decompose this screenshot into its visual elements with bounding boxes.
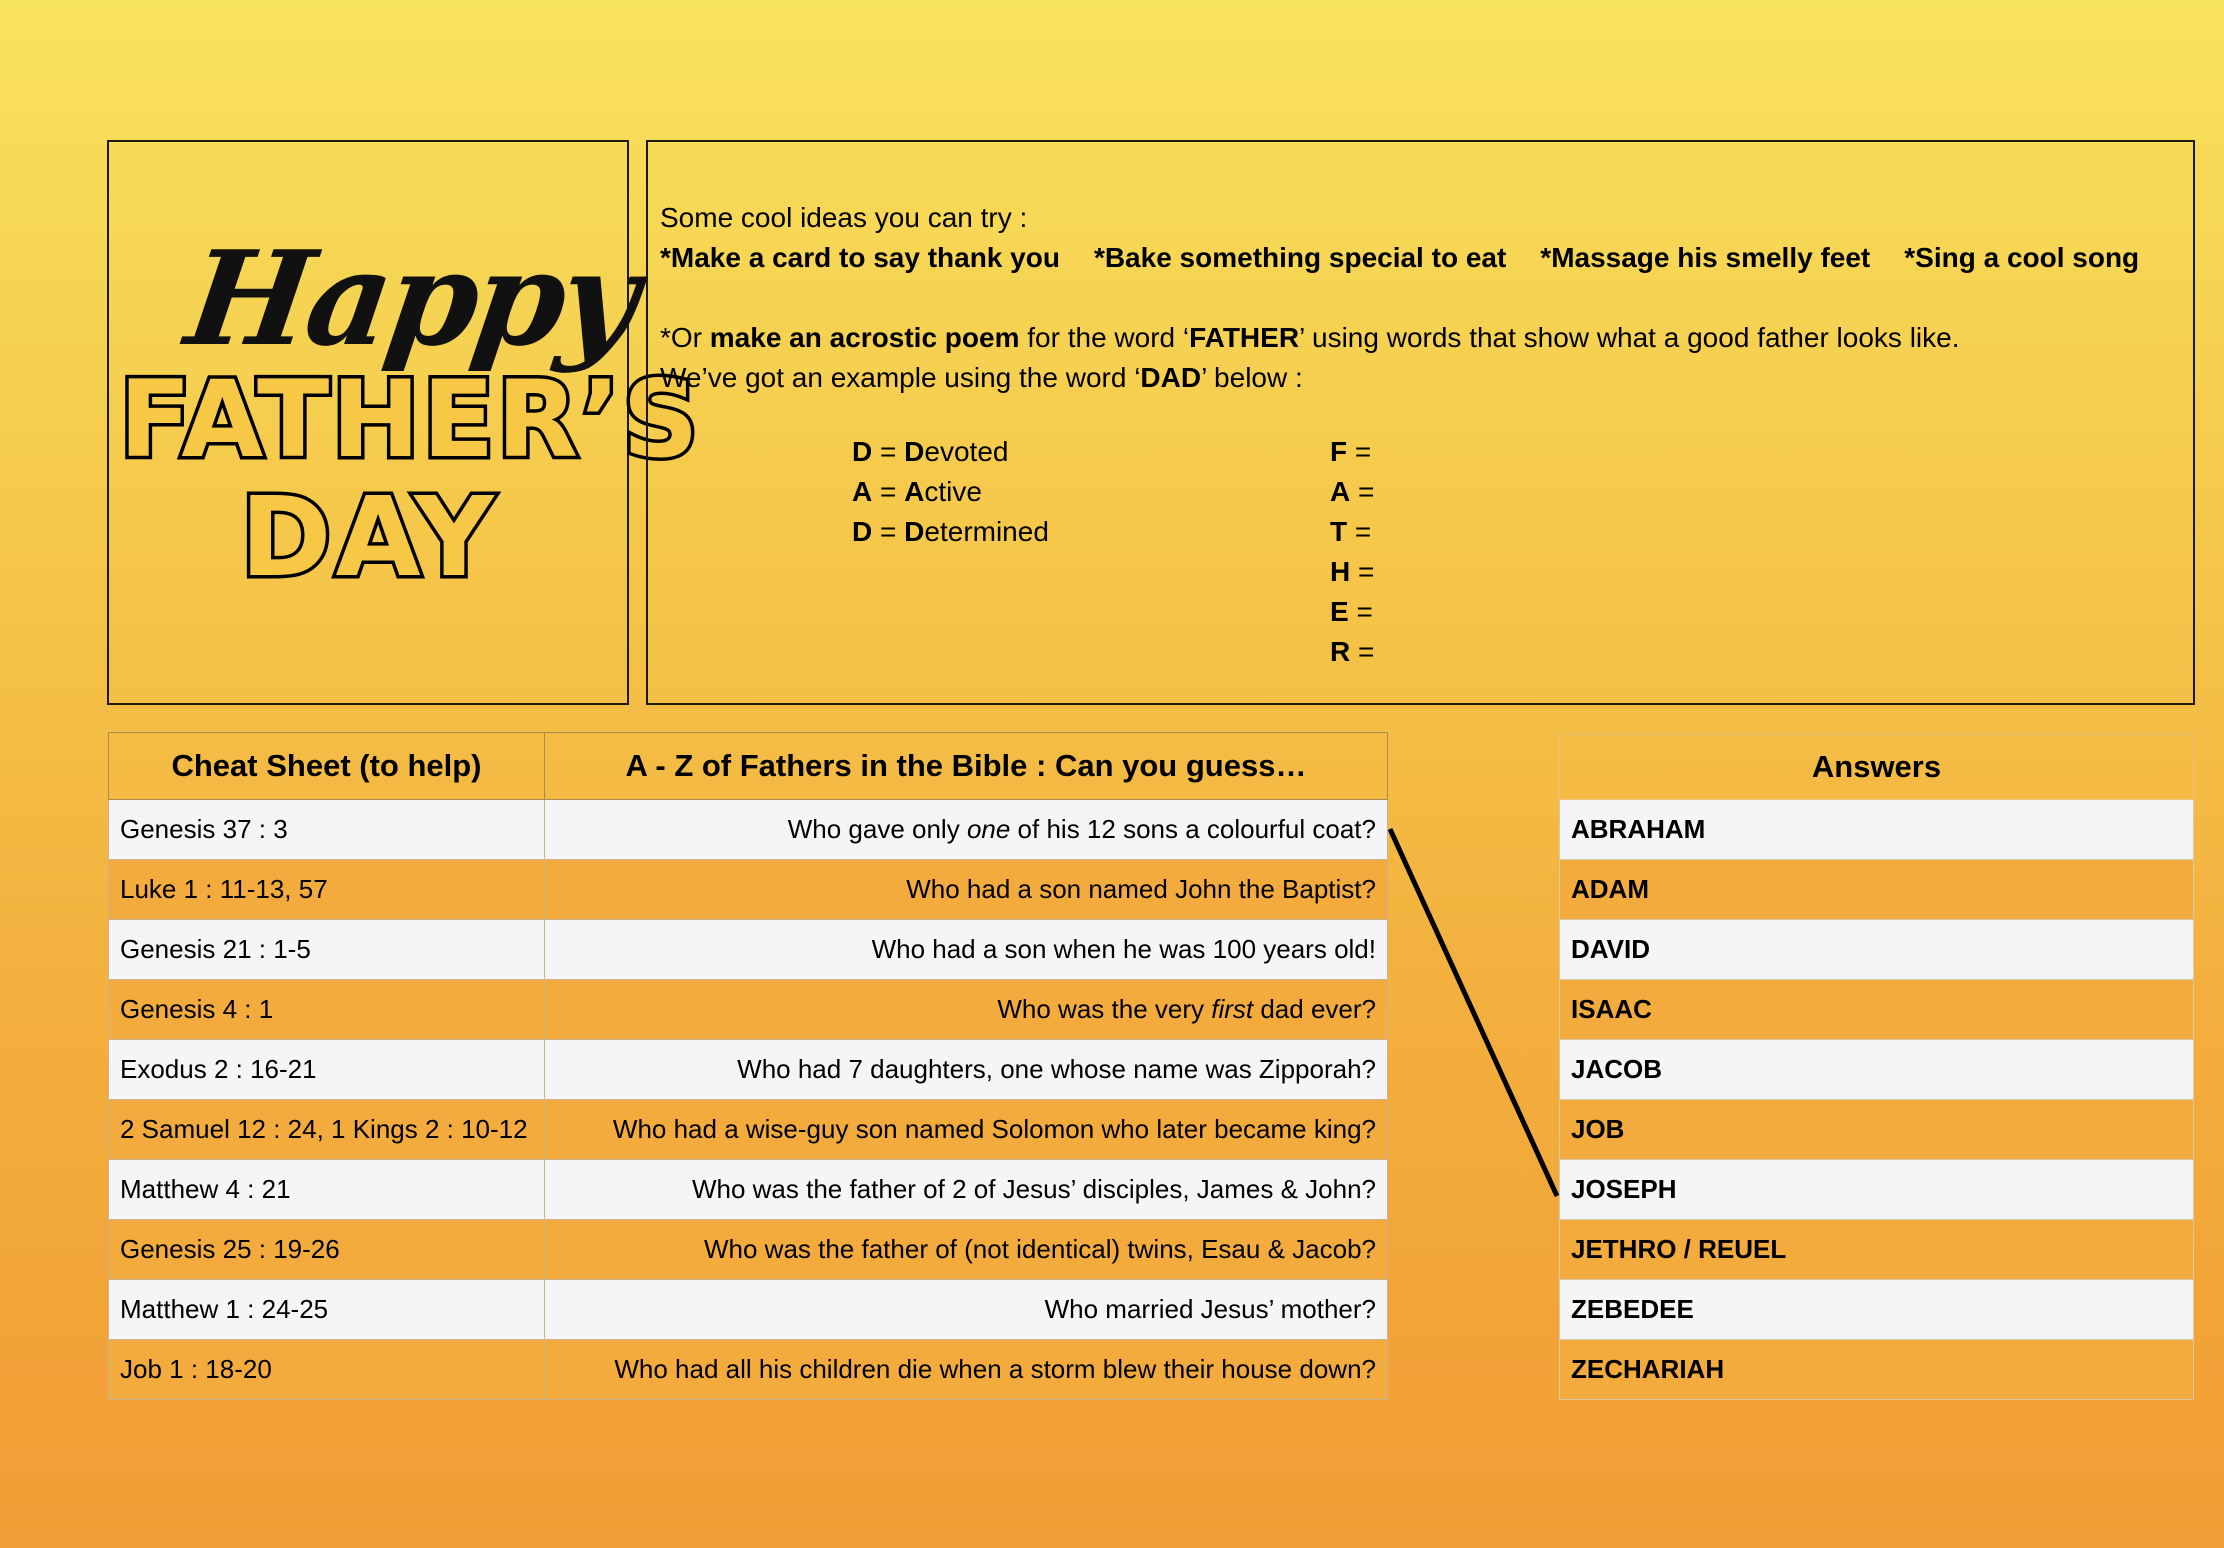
acrostic-line: H =: [1330, 556, 1375, 587]
answer-row: [1560, 860, 2194, 920]
acrostic-line: R =: [1330, 636, 1375, 667]
answer-cell[interactable]: ADAM: [1560, 860, 2194, 920]
answer-cell[interactable]: ISAAC: [1560, 980, 2194, 1040]
question-cell: Who was the very first dad ever?: [545, 980, 1388, 1040]
question-cell: Who had a son named John the Baptist?: [545, 860, 1388, 920]
answer-connector-line: [1390, 829, 1557, 1196]
answer-cell[interactable]: DAVID: [1560, 920, 2194, 980]
table-row: [109, 1340, 1388, 1400]
ref-cell: Genesis 4 : 1: [109, 980, 545, 1040]
answer-row: [1560, 1340, 2194, 1400]
question-cell: Who had 7 daughters, one whose name was Zipporah?: [545, 1040, 1388, 1100]
acrostic-father: [1330, 432, 1374, 672]
acrostic-line: D = Determined: [852, 516, 1049, 547]
answer-row: [1560, 1280, 2194, 1340]
answers-header-row: [1560, 735, 2194, 800]
answer-cell[interactable]: JOB: [1560, 1100, 2194, 1160]
header-questions: A - Z of Fathers in the Bible : Can you guess…: [545, 733, 1388, 800]
answer-cell[interactable]: JETHRO / REUEL: [1560, 1220, 2194, 1280]
question-cell: Who was the father of (not identical) twins, Esau & Jacob?: [545, 1220, 1388, 1280]
answer-row: [1560, 1160, 2194, 1220]
idea-item: *Massage his smelly feet: [1540, 242, 1871, 273]
idea-item: *Make a card to say thank you: [660, 242, 1060, 273]
table-row: [109, 1220, 1388, 1280]
ref-cell: Genesis 37 : 3: [109, 800, 545, 860]
ref-cell: Matthew 4 : 21: [109, 1160, 545, 1220]
ideas-list: [660, 238, 2139, 278]
table-row: [109, 1100, 1388, 1160]
answer-row: [1560, 1220, 2194, 1280]
bible-fathers-table: [108, 732, 1388, 1400]
answer-row: [1560, 920, 2194, 980]
table-row: [109, 1160, 1388, 1220]
question-cell: Who married Jesus’ mother?: [545, 1280, 1388, 1340]
answers-table: [1559, 734, 2194, 1400]
answer-cell[interactable]: ZECHARIAH: [1560, 1340, 2194, 1400]
answer-cell[interactable]: ABRAHAM: [1560, 800, 2194, 860]
table-row: [109, 920, 1388, 980]
ref-cell: Job 1 : 18-20: [109, 1340, 545, 1400]
acrostic-instruction: *Or make an acrostic poem for the word ‘FATHER’ using words that show what a good father looks like.: [660, 322, 1960, 353]
idea-item: *Bake something special to eat: [1093, 242, 1507, 273]
title-box: [107, 140, 701, 705]
idea-item: *Sing a cool song: [1904, 242, 2140, 273]
ideas-text: [660, 198, 2139, 398]
question-cell: Who had a wise-guy son named Solomon who later became king?: [545, 1100, 1388, 1160]
header-cheat-sheet: Cheat Sheet (to help): [109, 733, 545, 800]
table-row: [109, 860, 1388, 920]
table-row: [109, 800, 1388, 860]
answer-row: [1560, 1040, 2194, 1100]
answer-cell[interactable]: JOSEPH: [1560, 1160, 2194, 1220]
question-cell: Who had a son when he was 100 years old!: [545, 920, 1388, 980]
title-happy: Happy: [178, 222, 645, 375]
table-row: [109, 1280, 1388, 1340]
answers-header: Answers: [1560, 735, 2194, 800]
ref-cell: Exodus 2 : 16-21: [109, 1040, 545, 1100]
acrostic-line: F =: [1330, 436, 1372, 467]
title-fathers: FATHER’S: [119, 358, 701, 481]
answer-row: [1560, 1100, 2194, 1160]
acrostic-line: A = Active: [852, 476, 982, 507]
acrostic-dad: [852, 432, 1049, 552]
title-day: DAY: [240, 473, 498, 601]
ideas-intro: Some cool ideas you can try :: [660, 202, 1028, 233]
acrostic-line: A =: [1330, 476, 1375, 507]
acrostic-line: T =: [1330, 516, 1372, 547]
answer-cell[interactable]: JACOB: [1560, 1040, 2194, 1100]
ideas-box: [646, 140, 2195, 705]
question-cell: Who gave only one of his 12 sons a colourful coat?: [545, 800, 1388, 860]
acrostic-line: E =: [1330, 596, 1373, 627]
question-cell: Who had all his children die when a storm blew their house down?: [545, 1340, 1388, 1400]
acrostic-example-note: We’ve got an example using the word ‘DAD’ below :: [660, 362, 1303, 393]
table-row: [109, 1040, 1388, 1100]
answer-row: [1560, 800, 2194, 860]
ref-cell: Luke 1 : 11-13, 57: [109, 860, 545, 920]
answer-row: [1560, 980, 2194, 1040]
ref-cell: Genesis 25 : 19-26: [109, 1220, 545, 1280]
question-cell: Who was the father of 2 of Jesus’ disciples, James & John?: [545, 1160, 1388, 1220]
acrostic-line: D = Devoted: [852, 436, 1009, 467]
table-row: [109, 980, 1388, 1040]
table-header-row: [109, 733, 1388, 800]
ref-cell: 2 Samuel 12 : 24, 1 Kings 2 : 10-12: [109, 1100, 545, 1160]
ref-cell: Matthew 1 : 24-25: [109, 1280, 545, 1340]
answer-cell[interactable]: ZEBEDEE: [1560, 1280, 2194, 1340]
ref-cell: Genesis 21 : 1-5: [109, 920, 545, 980]
